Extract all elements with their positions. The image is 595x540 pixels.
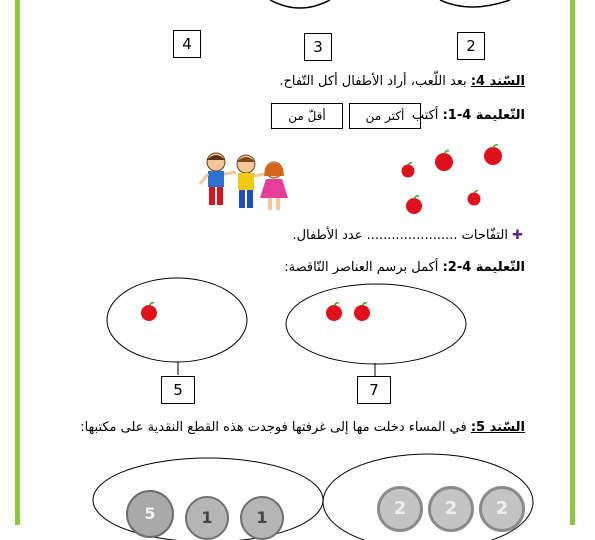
number-box-4: 4: [173, 30, 201, 58]
set-number-5: 5: [161, 376, 195, 404]
comparison-left-word: التفّاحات: [461, 228, 508, 243]
sanad4-text: بعد اللّعب، أراد الأطفال أكل التّفاح.: [279, 74, 467, 89]
coin-1b: 1: [240, 496, 284, 540]
apple-icon: [324, 302, 344, 326]
coin-1a: 1: [185, 496, 229, 540]
number-box-2: 2: [457, 32, 485, 60]
apple-icon: [352, 302, 372, 326]
number-box-3: 3: [304, 33, 332, 61]
option-less-than[interactable]: أقلّ من: [271, 103, 343, 129]
coin-5: 5: [126, 490, 174, 538]
comparison-blank[interactable]: ......................: [366, 228, 458, 243]
sanad4-label: السّند 4:: [470, 74, 525, 89]
coin-2a: 2: [377, 486, 423, 532]
bullet-arrow-icon: ✚: [512, 228, 523, 243]
sanad5-label: السّند 5:: [470, 420, 525, 435]
task41-label: التّعليمة 4-1:: [442, 108, 525, 123]
task42-label: التّعليمة 4-2:: [442, 260, 525, 275]
option-more-than[interactable]: أكثر من: [349, 103, 421, 129]
coin-2b: 2: [428, 486, 474, 532]
set-number-7: 7: [357, 376, 391, 404]
apple-icon: [139, 302, 159, 326]
task41-text: أكتب: [411, 108, 439, 123]
task42-text: أكمل برسم العناصر النّاقصة:: [284, 260, 439, 275]
sanad5-line: [80, 420, 525, 435]
sanad5-text: في المساء دخلت مها إلى غرفتها فوجدت هذه القطع النقدية على مكتبها:: [80, 420, 467, 435]
comparison-right-word: عدد الأطفال.: [292, 228, 363, 243]
coin-2c: 2: [479, 486, 525, 532]
